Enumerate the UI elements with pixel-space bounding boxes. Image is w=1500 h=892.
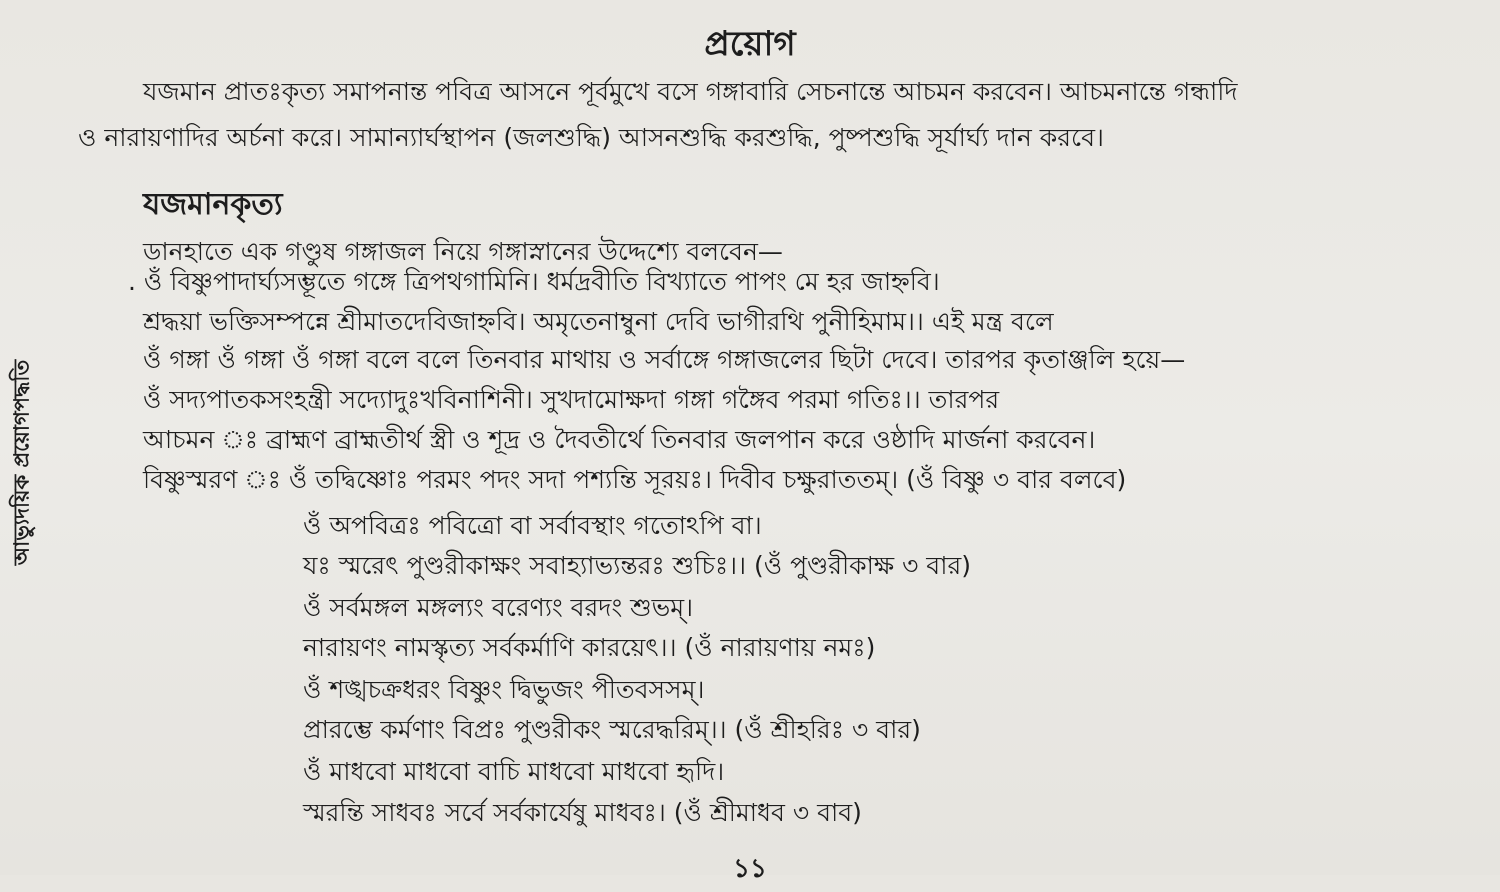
verse-line-1: ওঁ অপবিত্রঃ পবিত্রো বা সর্বাবস্থাং গতোঽপি বা। xyxy=(303,511,762,540)
verse-line-8: স্মরন্তি সাধবঃ সর্বে সর্বকার্যেষু মাধবঃ। (ওঁ শ্রীমাধব ৩ বাব) xyxy=(303,798,862,827)
verse-line-3: ওঁ সর্বমঙ্গল মঙ্গল্যং বরেণ্যং বরদং শুভম্। xyxy=(303,593,694,622)
verse-line-2: যঃ স্মরেৎ পুণ্ডরীকাক্ষং সবাহ্যাভ্যন্তরঃ শুচিঃ।। (ওঁ পুণ্ডরীকাক্ষ ৩ বার) xyxy=(303,551,971,580)
verse-line-4: নারায়ণং নামস্কৃত্য সর্বকর্মাণি কারয়েৎ।। (ওঁ নারায়ণায় নমঃ) xyxy=(303,633,876,662)
verse-line-6: প্রারম্ভে কর্মণাং বিপ্রঃ পুণ্ডরীকং স্মরেদ্ধরিম্।। (ওঁ শ্রীহরিঃ ৩ বার) xyxy=(303,715,921,744)
body-line-3: শ্রদ্ধয়া ভক্তিসম্পন্নে শ্রীমাতদেবিজাহ্নবি। অমৃতেনাম্বুনা দেবি ভাগীরথি পুনীহিমাম।। এই মন্ত্র বলে xyxy=(143,307,1054,336)
section-heading: যজমানকৃত্য xyxy=(143,187,283,222)
intro-line-1: যজমান প্রাতঃকৃত্য সমাপনান্ত পবিত্র আসনে পূর্বমুখে বসে গঙ্গাবারি সেচনান্তে আচমন করবেন। আচমনান্তে গন্ধাদি xyxy=(143,77,1238,106)
page-title: প্রয়োগ xyxy=(704,24,796,64)
verse-line-7: ওঁ মাধবো মাধবো বাচি মাধবো মাধবো হৃদি। xyxy=(303,757,725,786)
verse-line-5: ওঁ শঙ্খচক্রধরং বিষ্ণুং দ্বিভুজং পীতবসসম্। xyxy=(303,675,705,704)
body-line-7: বিষ্ণুস্মরণ ঃ ওঁ তদ্বিষ্ণোঃ পরমং পদং সদা পশ্যন্তি সূরয়ঃ। দিবীব চক্ষুরাততম্। (ওঁ বিষ্ণু ৩ বার বলবে) xyxy=(143,465,1127,494)
side-running-title: আভ্যুদয়িক প্রয়োগপদ্ধতি xyxy=(9,359,34,566)
body-line-6: আচমন ঃ ব্রাহ্মণ ব্রাহ্মতীর্থ স্ত্রী ও শূদ্র ও দৈবতীর্থে তিনবার জলপান করে ওষ্ঠাদি মার্জনা করবেন। xyxy=(143,425,1096,454)
body-line-4: ওঁ গঙ্গা ওঁ গঙ্গা ওঁ গঙ্গা বলে বলে তিনবার মাথায় ও সর্বাঙ্গে গঙ্গাজলের ছিটা দেবে। তারপর কৃতাঞ্জলি হয়ে— xyxy=(143,345,1186,374)
body-line-5: ওঁ সদ্যপাতকসংহন্ত্রী সদ্যোদুঃখবিনাশিনী। সুখদামোক্ষদা গঙ্গা গঙ্গৈব পরমা গতিঃ।। তারপর xyxy=(143,385,1000,414)
intro-line-2: ও নারায়ণাদির অর্চনা করে। সামান্যার্ঘস্থাপন (জলশুদ্ধি) আসনশুদ্ধি করশুদ্ধি, পুষ্পশুদ্ধি সূর্যার্ঘ্য দান করবে। xyxy=(78,123,1104,152)
body-line-2: . ওঁ বিষ্ণুপাদার্ঘ্যসম্ভূতে গঙ্গে ত্রিপথগামিনি। ধর্মদ্রবীতি বিখ্যাতে পাপং মে হর জাহ্নবি। xyxy=(128,267,940,296)
page-number: ১১ xyxy=(733,854,767,884)
body-line-1: ডানহাতে এক গণ্ডুষ গঙ্গাজল নিয়ে গঙ্গাস্নানের উদ্দেশ্যে বলবেন— xyxy=(143,237,783,266)
